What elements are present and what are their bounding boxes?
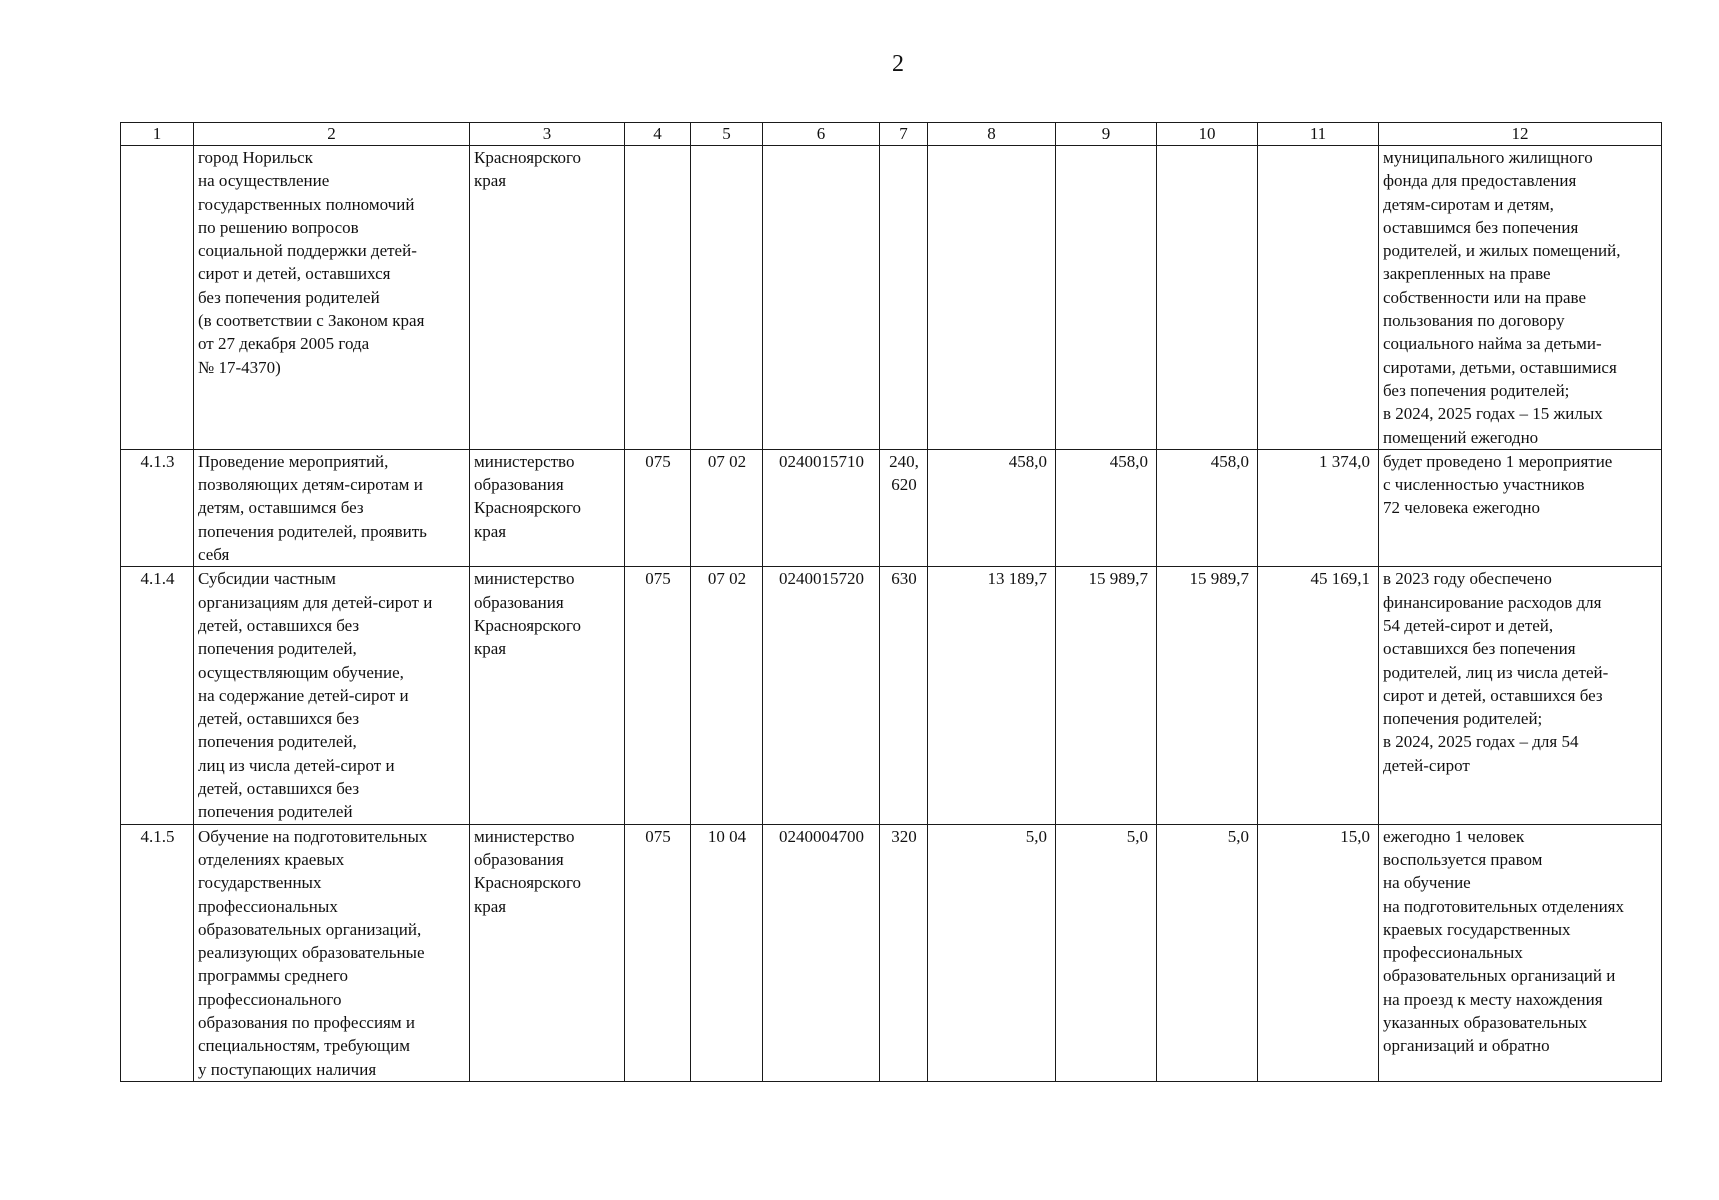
table-row (121, 449, 1662, 566)
column-header-4: 4 (625, 123, 691, 146)
total-cell: 1 374,0 (1258, 449, 1379, 566)
table-row (121, 567, 1662, 824)
activity-name-cell: город Норильск на осуществление государственных полномочий по решению вопросов социальной поддержки детей- сирот и детей, оставшихся без попечения родителей (в соответствии с Законом края от 27 декабря 2005 года № 17-4370) (194, 146, 470, 450)
table-row (121, 824, 1662, 1081)
row-number-cell: 4.1.5 (121, 824, 194, 1081)
column-header-11: 11 (1258, 123, 1379, 146)
section-code-cell: 07 02 (691, 567, 763, 824)
grbs-code-cell (625, 146, 691, 450)
value-col-9-cell (1056, 146, 1157, 450)
total-cell: 15,0 (1258, 824, 1379, 1081)
table-row (121, 146, 1662, 450)
column-header-9: 9 (1056, 123, 1157, 146)
value-col-8-cell: 5,0 (928, 824, 1056, 1081)
value-col-9-cell: 5,0 (1056, 824, 1157, 1081)
grbs-code-cell: 075 (625, 567, 691, 824)
value-col-8-cell: 13 189,7 (928, 567, 1056, 824)
total-cell (1258, 146, 1379, 450)
value-col-8-cell (928, 146, 1056, 450)
column-header-3: 3 (470, 123, 625, 146)
column-header-7: 7 (880, 123, 928, 146)
administrator-cell: министерство образования Красноярского края (470, 824, 625, 1081)
value-col-10-cell: 458,0 (1157, 449, 1258, 566)
column-header-6: 6 (763, 123, 880, 146)
value-col-8-cell: 458,0 (928, 449, 1056, 566)
value-col-10-cell (1157, 146, 1258, 450)
column-header-1: 1 (121, 123, 194, 146)
activity-name-cell: Субсидии частным организациям для детей-сирот и детей, оставшихся без попечения родителей, осуществляющим обучение, на содержание детей-сирот и детей, оставшихся без попечения родителей, лиц из числа детей-сирот и детей, оставшихся без попечения родителей (194, 567, 470, 824)
column-header-8: 8 (928, 123, 1056, 146)
expense-type-cell (880, 146, 928, 450)
program-activities-table (120, 122, 1662, 1082)
page-number: 2 (892, 51, 904, 77)
section-code-cell: 07 02 (691, 449, 763, 566)
section-code-cell (691, 146, 763, 450)
administrator-cell: Красноярского края (470, 146, 625, 450)
target-article-cell (763, 146, 880, 450)
target-article-cell: 0240004700 (763, 824, 880, 1081)
header-row (121, 123, 1662, 146)
column-header-12: 12 (1379, 123, 1662, 146)
expected-result-cell: в 2023 году обеспечено финансирование расходов для 54 детей-сирот и детей, оставшихся без попечения родителей, лиц из числа детей- сирот и детей, оставшихся без попечения родителей; в 2024, 2025 годах – для 54 детей-сирот (1379, 567, 1662, 824)
value-col-10-cell: 5,0 (1157, 824, 1258, 1081)
section-code-cell: 10 04 (691, 824, 763, 1081)
grbs-code-cell: 075 (625, 449, 691, 566)
expense-type-cell: 630 (880, 567, 928, 824)
column-header-10: 10 (1157, 123, 1258, 146)
value-col-9-cell: 458,0 (1056, 449, 1157, 566)
column-header-5: 5 (691, 123, 763, 146)
target-article-cell: 0240015720 (763, 567, 880, 824)
expected-result-cell: будет проведено 1 мероприятие с численностью участников 72 человека ежегодно (1379, 449, 1662, 566)
expected-result-cell: ежегодно 1 человек воспользуется правом на обучение на подготовительных отделениях краевых государственных профессиональных образовательных организаций и на проезд к месту нахождения указанных образовательных организаций и обратно (1379, 824, 1662, 1081)
expense-type-cell: 320 (880, 824, 928, 1081)
target-article-cell: 0240015710 (763, 449, 880, 566)
administrator-cell: министерство образования Красноярского края (470, 449, 625, 566)
expense-type-cell: 240, 620 (880, 449, 928, 566)
activity-name-cell: Обучение на подготовительных отделениях краевых государственных профессиональных образовательных организаций, реализующих образовательные программы среднего профессионального образования по профессиям и специальностям, требующим у поступающих наличия (194, 824, 470, 1081)
total-cell: 45 169,1 (1258, 567, 1379, 824)
row-number-cell (121, 146, 194, 450)
administrator-cell: министерство образования Красноярского края (470, 567, 625, 824)
expected-result-cell: муниципального жилищного фонда для предоставления детям-сиротам и детям, оставшимся без попечения родителей, и жилых помещений, закрепленных на праве собственности или на праве пользования по договору социального найма за детьми- сиротами, детьми, оставшимися без попечения родителей; в 2024, 2025 годах – 15 жилых помещений ежегодно (1379, 146, 1662, 450)
column-header-2: 2 (194, 123, 470, 146)
activity-name-cell: Проведение мероприятий, позволяющих детям-сиротам и детям, оставшимся без попечения родителей, проявить себя (194, 449, 470, 566)
row-number-cell: 4.1.3 (121, 449, 194, 566)
value-col-10-cell: 15 989,7 (1157, 567, 1258, 824)
grbs-code-cell: 075 (625, 824, 691, 1081)
row-number-cell: 4.1.4 (121, 567, 194, 824)
value-col-9-cell: 15 989,7 (1056, 567, 1157, 824)
